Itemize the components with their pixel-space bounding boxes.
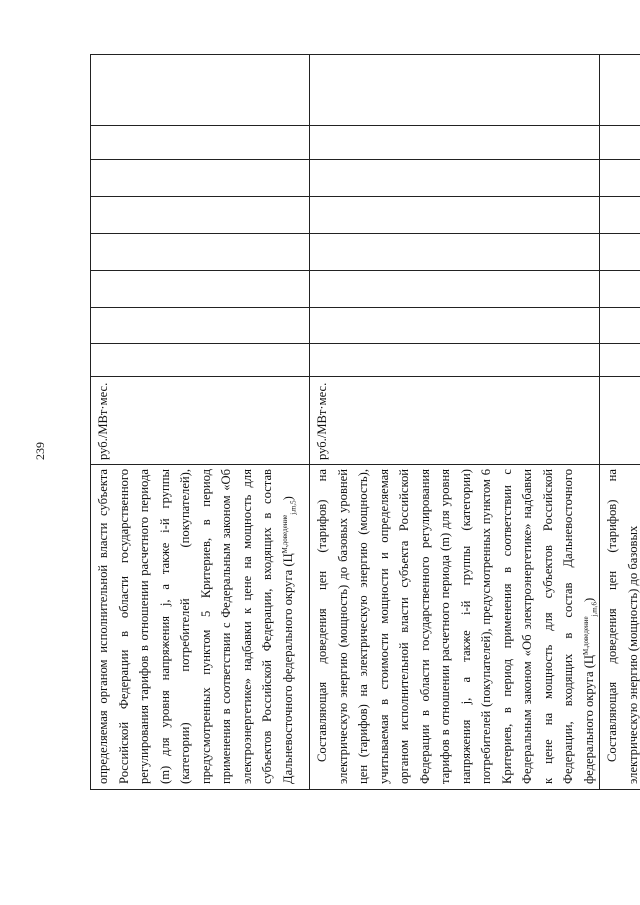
empty-cell (600, 160, 640, 197)
row-unit-text: руб./МВт·мес. (315, 382, 329, 460)
row-unit-cell (91, 377, 310, 465)
table-row (600, 55, 640, 790)
empty-cell (600, 55, 640, 126)
row-description-cell (600, 465, 640, 790)
empty-cell (91, 271, 310, 308)
empty-cell (600, 308, 640, 344)
rotated-table-container (90, 55, 640, 790)
empty-cell (310, 197, 600, 234)
table-row (310, 55, 600, 790)
empty-cell (310, 308, 600, 344)
table-row (91, 55, 310, 790)
row-unit-text: руб./МВт·мес. (96, 382, 110, 460)
empty-cell (91, 160, 310, 197)
empty-cell (310, 234, 600, 271)
empty-cell (91, 308, 310, 344)
empty-cell (91, 55, 310, 126)
row-description-text: Составляющая доведения цен (тарифов) на электрическую энергию (мощность) до базовых (605, 469, 640, 784)
empty-cell (310, 55, 600, 126)
row-description-cell: Составляющая доведения цен (тарифов) на электрическую энергию (мощность) до базовых уровней цен (тарифов) на электрическую энергию (мощность), учитываемая в стоимости мощности и определяемая органом исполнительной власти субъекта Российской Федерации в области государственного регулирования тарифов в отношении расчетного периода (m) для уровня напряжения j, а также i-й группы (категории) потребителей (покупателей), предусмотренных пунктом 6 Критериев, в период применения в соответствии с Федеральным законом «Об электроэнергетике» надбавки к цене на мощность для субъектов Российской Федерации, входящих в состав Дальневосточного федерального округа $(Ц^{М,доведение}_{j,m,6})$ (310, 465, 600, 790)
formula-base: Ц (581, 655, 596, 665)
formula-subscript: j,m,6 (590, 602, 599, 617)
empty-cell (310, 160, 600, 197)
row-description-text: Составляющая доведения цен (тарифов) на электрическую энергию (мощность) до базовых уровней цен (тарифов) на электрическую энергию (мощность), учитываемая в стоимости мощности и определяемая органом исполнительной власти субъекта Российской Федерации в области государственного регулирования тарифов в отношении расчетного периода (m) для уровня напряжения j, а также i-й группы (категории) потребителей (покупателей), предусмотренных пунктом 6 Критериев, в период применения в соответствии с Федеральным законом «Об электроэнергетике» надбавки к цене на мощность для субъектов Российской Федерации, входящих в состав Дальневосточного федерального округа (315, 469, 596, 784)
empty-cell (310, 344, 600, 377)
formula-superscript: М,доведение (280, 514, 289, 554)
empty-cell (91, 126, 310, 160)
empty-cell (91, 344, 310, 377)
empty-cell (600, 234, 640, 271)
empty-cell (600, 126, 640, 160)
empty-cell (91, 197, 310, 234)
tariff-table (90, 54, 640, 790)
empty-cell (600, 344, 640, 377)
empty-cell (310, 271, 600, 308)
empty-cell (91, 234, 310, 271)
row-unit-cell (310, 377, 600, 465)
empty-cell (600, 271, 640, 308)
page-number: 239 (33, 442, 47, 460)
row-description-text: определяемая органом исполнительной власти субъекта Российской Федерации в области государственного регулирования тарифов в отношении расчетного периода (m) для уровня напряжения j, а также i-й группы (категории) потребителей (покупателей), предусмотренных пунктом 5 Критериев, в период применения в соответствии с Федеральным законом «Об электроэнергетике» надбавки к цене на мощность для субъектов Российской Федерации, входящих в состав Дальневосточного федерального округа (96, 469, 295, 784)
formula-base: Ц (280, 553, 295, 563)
formula-subscript: j,m,5 (289, 500, 298, 515)
row-unit-cell (600, 377, 640, 465)
formula-superscript: М,доведение (581, 616, 590, 655)
empty-cell (600, 197, 640, 234)
empty-cell (310, 126, 600, 160)
row-description-cell: определяемая органом исполнительной власти субъекта Российской Федерации в области государственного регулирования тарифов в отношении расчетного периода (m) для уровня напряжения j, а также i-й группы (категории) потребителей (покупателей), предусмотренных пунктом 5 Критериев, в период применения в соответствии с Федеральным законом «Об электроэнергетике» надбавки к цене на мощность для субъектов Российской Федерации, входящих в состав Дальневосточного федерального округа $(Ц^{М,доведение}_{j,m,5})$ (91, 465, 310, 790)
